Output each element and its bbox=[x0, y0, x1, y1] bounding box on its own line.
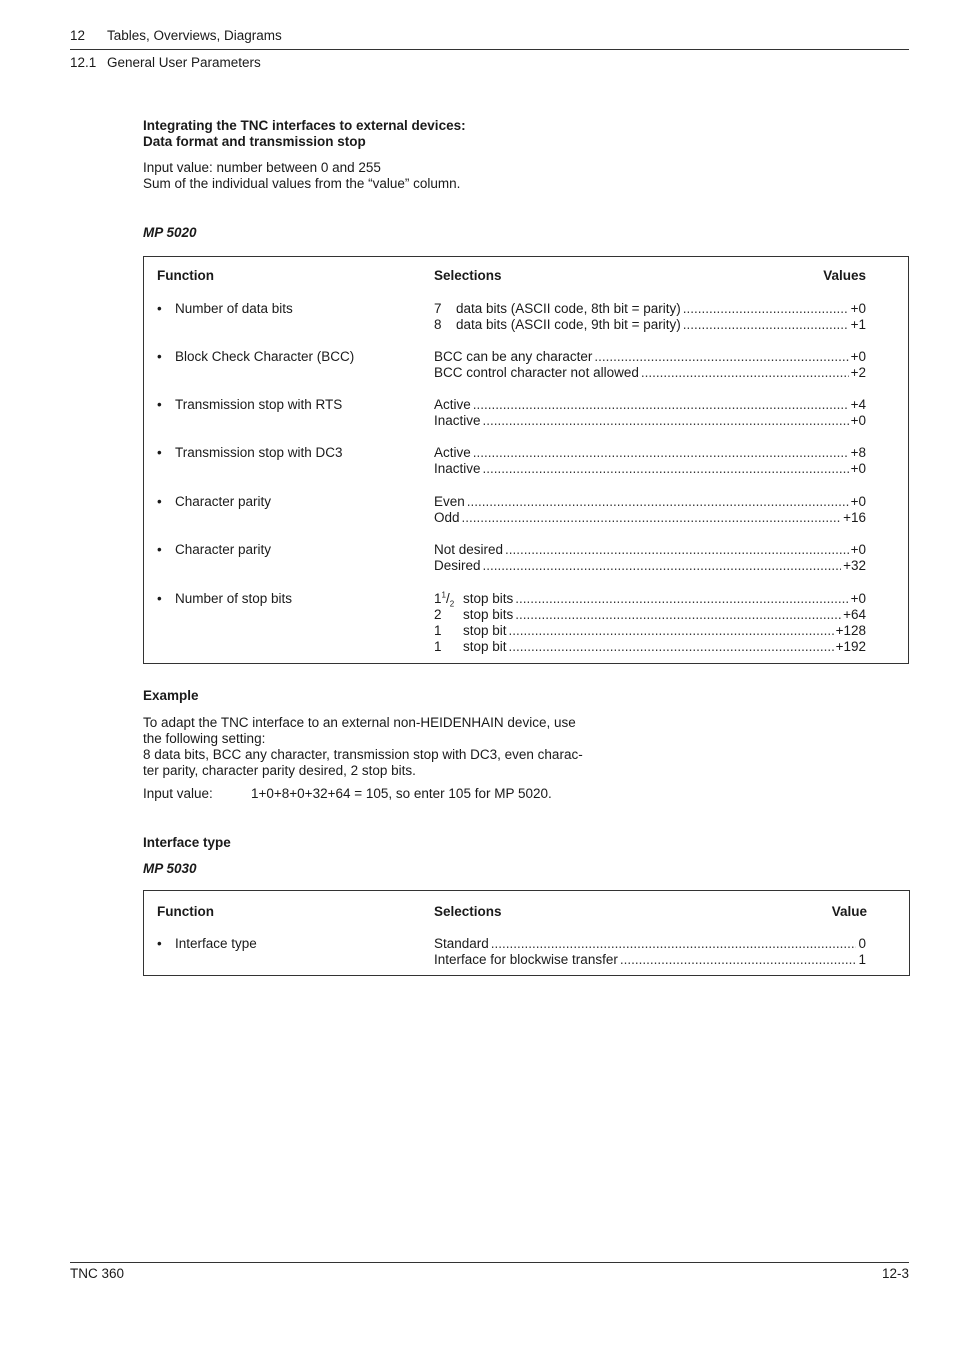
selection-line: BCC can be any character ..... +0 bbox=[434, 349, 866, 365]
mp5030-header-value: Value bbox=[831, 904, 867, 919]
mp5030-header-function: Function bbox=[157, 904, 214, 919]
interface-heading: Interface type bbox=[143, 835, 231, 850]
mp5020-row-function: • Transmission stop with RTS bbox=[157, 397, 343, 412]
selection-line: 1 stop bit ..... +128 bbox=[434, 623, 866, 639]
intro-sum-line: Sum of the individual values from the “value” column. bbox=[143, 176, 461, 191]
mp5020-row-selections bbox=[434, 591, 866, 655]
mp5020-row-function: • Block Check Character (BCC) bbox=[157, 349, 355, 364]
footer-left: TNC 360 bbox=[70, 1266, 125, 1281]
selection-line: Even ..... +0 bbox=[434, 494, 866, 510]
mp5020-row-function: • Character parity bbox=[157, 494, 272, 509]
header-rule bbox=[70, 49, 909, 50]
selection-line: $1^1/_2$ stop bits ..... +0 bbox=[434, 591, 866, 607]
chapter-title: Tables, Overviews, Diagrams bbox=[107, 28, 282, 43]
selection-line: 8 data bits (ASCII code, 9th bit = parity) ..... +1 bbox=[434, 317, 866, 333]
selection-line: BCC control character not allowed ..... +2 bbox=[434, 365, 866, 381]
mp5020-label: MP 5020 bbox=[143, 225, 197, 240]
mp5030-row-selections bbox=[434, 936, 866, 968]
mp5020-header-selections: Selections bbox=[434, 268, 502, 283]
mp5020-row-function: • Character parity bbox=[157, 542, 272, 557]
selection-line: 2 stop bits ..... +64 bbox=[434, 607, 866, 623]
selection-line: Interface for blockwise transfer ..... 1 bbox=[434, 952, 866, 968]
example-input-calc: 1+0+8+0+32+64 = 105, so enter 105 for MP 5020. bbox=[251, 786, 552, 801]
mp5020-row-selections bbox=[434, 445, 866, 477]
intro-heading-line2: Data format and transmission stop bbox=[143, 134, 366, 149]
mp5020-row-selections bbox=[434, 494, 866, 526]
mp5020-row-selections bbox=[434, 301, 866, 333]
footer-rule bbox=[70, 1262, 909, 1263]
mp5020-row-function: • Number of data bits bbox=[157, 301, 293, 316]
section-title: General User Parameters bbox=[107, 55, 261, 70]
example-line1: To adapt the TNC interface to an external non-HEIDENHAIN device, use bbox=[143, 715, 576, 730]
mp5020-row-selections bbox=[434, 542, 866, 574]
example-line4: ter parity, character parity desired, 2 stop bits. bbox=[143, 763, 416, 778]
mp5020-row-function: • Transmission stop with DC3 bbox=[157, 445, 343, 460]
selection-line: Desired ..... +32 bbox=[434, 558, 866, 574]
selection-line: Active ..... +4 bbox=[434, 397, 866, 413]
selection-line: Standard ..... 0 bbox=[434, 936, 866, 952]
mp5020-table bbox=[143, 256, 909, 664]
section-number: 12.1 bbox=[70, 55, 97, 70]
mp5020-header-function: Function bbox=[157, 268, 214, 283]
intro-input-line: Input value: number between 0 and 255 bbox=[143, 160, 381, 175]
mp5030-table bbox=[143, 890, 910, 976]
mp5030-header-selections: Selections bbox=[434, 904, 502, 919]
selection-line: 1 stop bit ..... +192 bbox=[434, 639, 866, 655]
selection-line: Active ..... +8 bbox=[434, 445, 866, 461]
mp5030-row-function: • Interface type bbox=[157, 936, 257, 951]
chapter-number: 12 bbox=[70, 28, 86, 43]
example-line2: the following setting: bbox=[143, 731, 266, 746]
selection-line: Inactive ..... +0 bbox=[434, 413, 866, 429]
selection-line: Inactive ..... +0 bbox=[434, 461, 866, 477]
mp5020-row-selections bbox=[434, 397, 866, 429]
mp5020-header-values: Values bbox=[823, 268, 866, 283]
example-input-label: Input value: bbox=[143, 786, 213, 801]
selection-line: Not desired ..... +0 bbox=[434, 542, 866, 558]
selection-line: Odd ..... +16 bbox=[434, 510, 866, 526]
intro-heading-line1: Integrating the TNC interfaces to external devices: bbox=[143, 118, 466, 133]
mp5030-label: MP 5030 bbox=[143, 861, 197, 876]
mp5020-row-function: • Number of stop bits bbox=[157, 591, 293, 606]
example-line3: 8 data bits, BCC any character, transmission stop with DC3, even charac- bbox=[143, 747, 583, 762]
footer-right: 12-3 bbox=[881, 1266, 909, 1281]
example-heading: Example bbox=[143, 688, 199, 703]
mp5020-row-selections bbox=[434, 349, 866, 381]
selection-line: 7 data bits (ASCII code, 8th bit = parity) ..... +0 bbox=[434, 301, 866, 317]
